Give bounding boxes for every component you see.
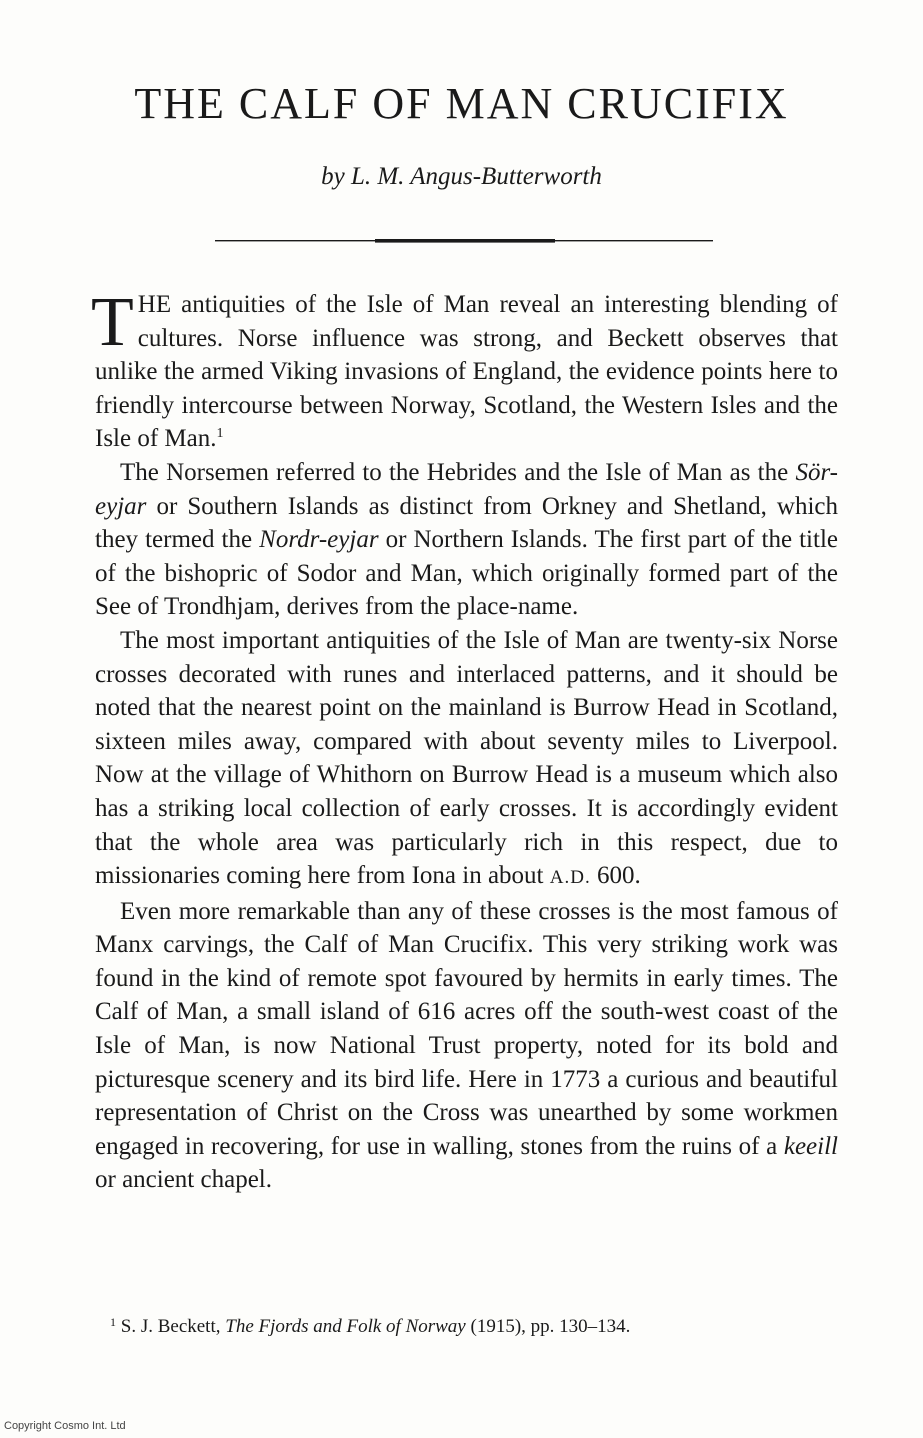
paragraph-2-text-b: or Southern Islands as distinct from Orkney and Shetland, which they termed the <box>95 492 838 554</box>
paragraph-2 <box>95 456 838 624</box>
footnote <box>110 1316 850 1338</box>
paragraph-4-text-a: Even more remarkable than any of these crosses is the most famous of Manx carvings, the Calf of Man Crucifix. This very striking work was found in the kind of remote spot favoured by hermits in early times. The Calf of Man, a small island of 616 acres off the south-west coast of the Isle of Man, is now National Trust property, noted for its bold and picturesque scenery and its bird life. Here in 1773 a curious and beautiful representation of Christ on the Cross was unearthed by some workmen engaged in recovering, for use in walling, stones from the ruins of a <box>95 897 838 1160</box>
term-keeill: keeill <box>783 1132 838 1160</box>
footnote-book-title: The Fjords and Folk of Norway <box>225 1316 466 1337</box>
paragraph-3-text-a: The most important antiquities of the Isle of Man are twenty-six Norse crosses decorated with runes and interlaced patterns, and it should be noted that the nearest point on the mainland is Burrow Head in Scotland, sixteen miles away, compared with about seventy miles to Liverpool. Now at the village of Whithorn on Burrow Head is a museum which also has a striking local collection of early crosses. It is accordingly evident that the whole area was particularly rich in this respect, due to missionaries coming here from Iona in about <box>95 626 838 890</box>
paragraph-3-text-b: 600. <box>590 862 641 890</box>
copyright-notice: Copyright Cosmo Int. Ltd <box>4 1420 126 1432</box>
paragraph-2-text-a: The Norsemen referred to the Hebrides and the Isle of Man as the <box>120 458 796 486</box>
paragraph-3 <box>95 624 838 895</box>
paragraph-4 <box>95 895 838 1197</box>
term-sor-eyjar: Sör-eyjar <box>95 458 838 520</box>
paragraph-1 <box>91 284 838 456</box>
drop-cap: T <box>91 284 134 361</box>
footnote-number: 1 <box>110 1315 116 1329</box>
paragraph-1-text: HE antiquities of the Isle of Man reveal an interesting blending of cultures. Norse influence was strong, and Beckett observes that unlike the armed Viking invasions of England, the evidence points here to friendly intercourse between Norway, Scotland, the Western Isles and the Isle of Man. <box>95 291 838 453</box>
footnote-ref: 1 <box>216 426 224 442</box>
article-title: THE CALF OF MAN CRUCIFIX <box>134 79 789 128</box>
footnote-text-a: S. J. Beckett, <box>116 1316 226 1337</box>
paragraph-4-text-b: or ancient chapel. <box>95 1166 272 1194</box>
title-divider <box>215 239 713 243</box>
term-nordr-eyjar: Nordr-eyjar <box>259 526 379 554</box>
paragraph-2-text-c: or Northern Islands. The first part of the title of the bishopric of Sodor and Man, which originally formed part of the See of Trondhjam, derives from the place-name. <box>95 526 838 621</box>
era-abbreviation: A.D. <box>549 867 591 889</box>
footnote-text-b: (1915), pp. 130–134. <box>465 1316 631 1337</box>
author-byline: by L. M. Angus-Butterworth <box>321 163 602 190</box>
article-body <box>91 284 838 1197</box>
